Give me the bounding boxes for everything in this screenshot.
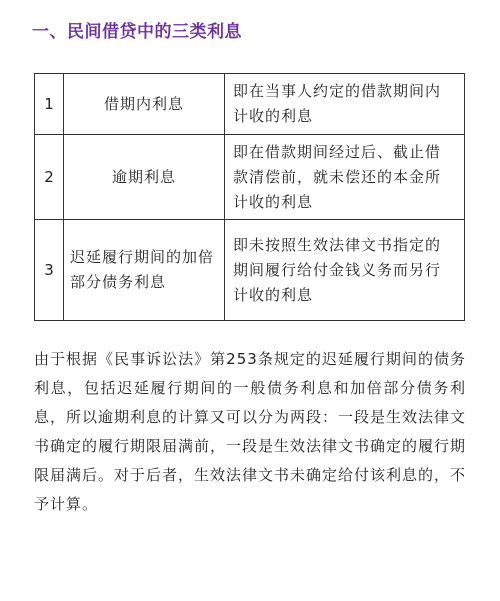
table-row bbox=[35, 74, 465, 135]
explanation-paragraph: 由于根据《民事诉讼法》第253条规定的迟延履行期间的债务利息，包括迟延履行期间的一般债务利息和加倍部分债务利息，所以逾期利息的计算又可以分为两段：一段是生效法律文书确定的履行期限届满前，一段是生效法律文书确定的履行期限届满后。对于后者，生效法律文书未确定给付该利息的，不予计算。 bbox=[34, 350, 467, 513]
table-row bbox=[35, 135, 465, 220]
interest-types-table bbox=[34, 73, 465, 321]
interest-type-name: 迟延履行期间的加倍部分债务利息 bbox=[64, 220, 225, 321]
row-number: 3 bbox=[35, 220, 64, 321]
interest-type-description: 即未按照生效法律文书指定的期间履行给付金钱义务而另行计收的利息 bbox=[225, 220, 465, 321]
table-row bbox=[35, 220, 465, 321]
row-number: 2 bbox=[35, 135, 64, 220]
interest-type-name: 逾期利息 bbox=[64, 135, 225, 220]
row-number: 1 bbox=[35, 74, 64, 135]
section-heading: 一、民间借贷中的三类利息 bbox=[32, 22, 242, 42]
interest-type-description: 即在借款期间经过后、截止借款清偿前，就未偿还的本金所计收的利息 bbox=[225, 135, 465, 220]
interest-type-name: 借期内利息 bbox=[64, 74, 225, 135]
interest-type-description: 即在当事人约定的借款期间内计收的利息 bbox=[225, 74, 465, 135]
